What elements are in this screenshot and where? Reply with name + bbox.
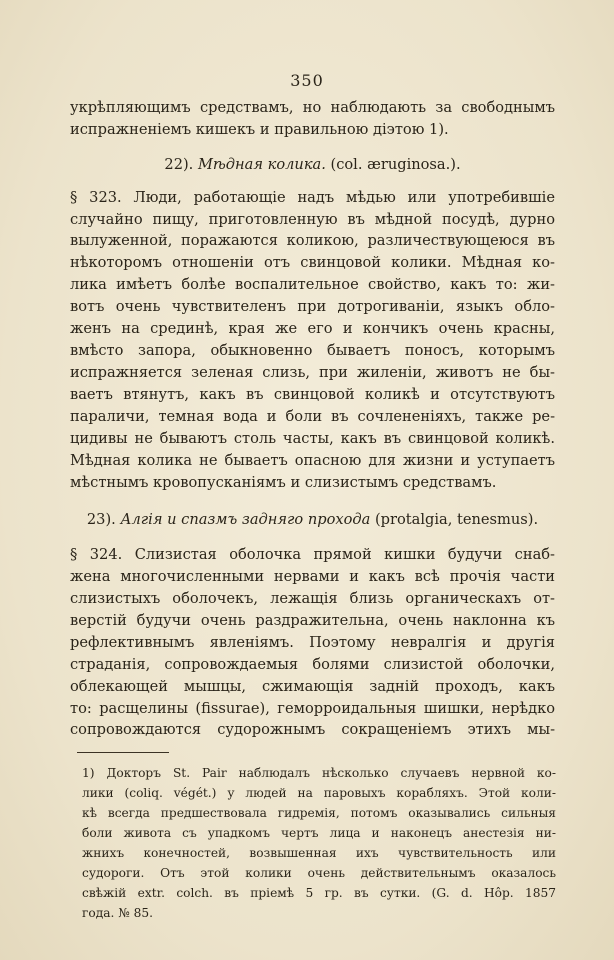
footnote-line: жнихъ конечностей, возвышенная ихъ чувствительность или <box>82 846 556 860</box>
section-latin: (col. æruginosa.). <box>330 156 461 173</box>
footnote-line: свѣжій extr. colch. въ пріемѣ 5 гр. въ сутки. (G. d. Hôp. 1857 <box>82 886 556 900</box>
paragraph-323-line: мѣстнымъ кровопусканіямъ и слизистымъ средствамъ. <box>70 474 497 491</box>
footnote-line: судороги. Отъ этой колики очень действительнымъ оказалось <box>82 866 556 880</box>
paragraph-324-line: сопровождаются судорожнымъ сокращеніемъ этихъ мы- <box>70 721 555 738</box>
paragraph-324-line: рефлективнымъ явленіямъ. Поэтому невралгія и другія <box>70 634 555 651</box>
page-number: 350 <box>290 71 324 90</box>
paragraph-324-line: облекающей мышцы, сжимающія задній проходъ, какъ <box>70 678 555 695</box>
paragraph-323-line: женъ на срединѣ, края же его и кончикъ очень красны, <box>70 320 555 337</box>
section-title: Алгія и спазмъ задняго прохода <box>120 511 371 528</box>
section-number: 22). <box>164 156 194 173</box>
footnote-line: 1) Докторъ St. Pair наблюдалъ нѣсколько случаевъ нервной ко- <box>82 766 556 780</box>
text-line: испражненіемъ кишекъ и правильною діэтою 1). <box>70 121 449 138</box>
paragraph-324-line: страданія, сопровождаемыя болями слизистой оболочки, <box>70 656 555 673</box>
section-title: Мѣдная колика. <box>197 156 326 173</box>
paragraph-323-line: цидивы не бываютъ столь часты, какъ въ свинцовой коликѣ. <box>70 430 555 447</box>
section-heading-23 <box>70 510 555 530</box>
footnote-divider <box>77 752 169 753</box>
paragraph-323-line: вылуженной, поражаются коликою, различествующеюся въ <box>70 232 555 249</box>
footnote-line: кѣ всегда предшествовала гидремія, потомъ оказывались сильныя <box>82 806 556 820</box>
paragraph-323-line: вмѣсто запора, обыкновенно бываетъ поносъ, которымъ <box>70 342 555 359</box>
paragraph-323-line: § 323. Люди, работающіе надъ мѣдью или употребившіе <box>70 189 555 206</box>
paragraph-323-line: нѣкоторомъ отношеніи отъ свинцовой колики. Мѣдная ко- <box>70 254 555 271</box>
section-latin: (protalgia, tenesmus). <box>374 511 539 528</box>
paragraph-324-line: жена многочисленными нервами и какъ всѣ прочія части <box>70 568 555 585</box>
paragraph-324-line: верстій будучи очень раздражительна, очень наклонна къ <box>70 612 555 629</box>
section-number: 23). <box>86 511 116 528</box>
text-line: укрѣпляющимъ средствамъ, но наблюдають за свободнымъ <box>70 99 555 116</box>
paragraph-324-line: то: расщелины (fissurae), геморроидальныя шишки, нерѣдко <box>70 700 555 717</box>
paragraph-324-line: § 324. Слизистая оболочка прямой кишки будучи снаб- <box>70 546 555 563</box>
paragraph-323-line: Мѣдная колика не бываетъ опасною для жизни и уступаетъ <box>70 452 555 469</box>
paragraph-323-line: случайно пищу, приготовленную въ мѣдной посудѣ, дурно <box>70 211 555 228</box>
paragraph-323-line: параличи, темная вода и боли въ сочлененіяхъ, также ре- <box>70 408 555 425</box>
footnote-line: лики (coliq. végét.) у людей на паровыхъ корабляхъ. Этой коли- <box>82 786 556 800</box>
footnote-line: боли живота съ упадкомъ чертъ лица и наконецъ анестезія ни- <box>82 826 556 840</box>
paragraph-323-line: вотъ очень чувствителенъ при дотрогиваніи, языкъ обло- <box>70 298 555 315</box>
footnote-line: года. № 85. <box>82 906 154 920</box>
paragraph-324-line: слизистыхъ оболочекъ, лежащія близь органическахъ от- <box>70 590 555 607</box>
paragraph-323-line: лика имѣетъ болѣе воспалительное свойство, какъ то: жи- <box>70 276 555 293</box>
section-heading-22 <box>70 155 555 175</box>
paragraph-323-line: ваетъ втянутъ, какъ въ свинцовой коликѣ и отсутствуютъ <box>70 386 555 403</box>
paragraph-323-line: испражняется зеленая слизь, при жиленіи, животъ не бы- <box>70 364 555 381</box>
